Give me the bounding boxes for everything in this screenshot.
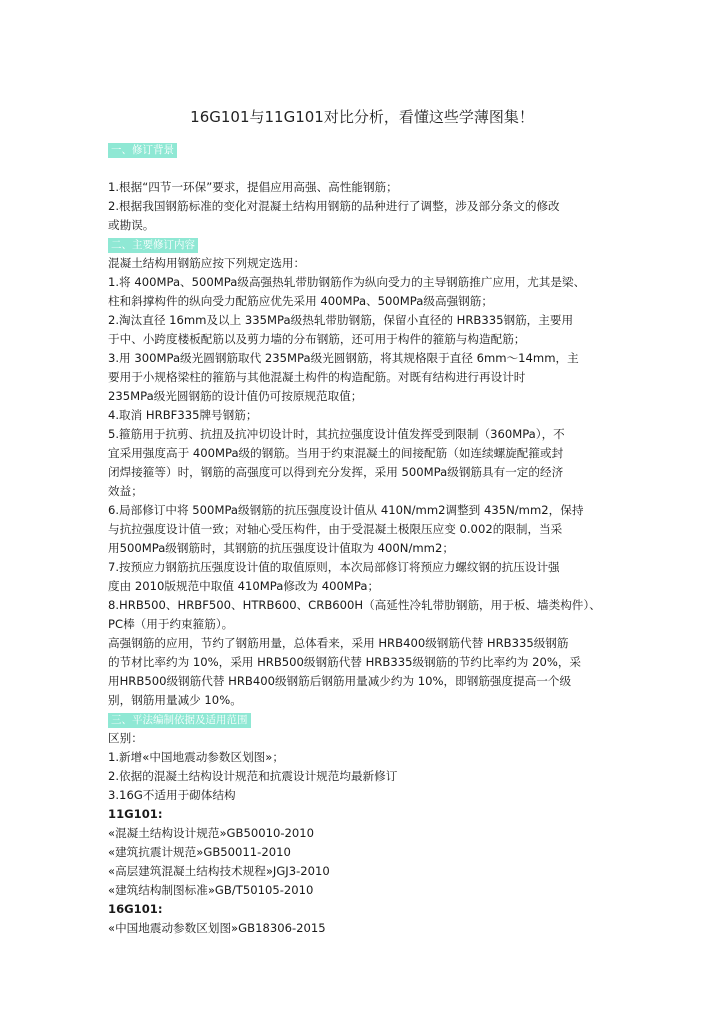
- standard-item: «混凝土结构设计规范»GB50010-2010: [108, 826, 315, 840]
- text-line: 用HRB500级钢筋代替 HRB400级钢筋后钢筋用量减少约为 10%，即钢筋强度提高一个级: [108, 674, 572, 688]
- section-heading-label: 一、修订背景: [108, 143, 177, 158]
- section-heading-label: 二、主要修订内容: [108, 238, 198, 253]
- standard-group-label-11g101: 11G101:: [108, 807, 163, 821]
- standard-item: «高层建筑混凝土结构技术规程»JGJ3-2010: [108, 864, 330, 878]
- text-line: 4.取消 HRBF335牌号钢筋；: [108, 408, 258, 422]
- section-heading-label: 三、平法编制依据及适用范围: [108, 713, 251, 728]
- text-line: 高强钢筋的应用，节约了钢筋用量，总体看来，采用 HRB400级钢筋代替 HRB335级钢筋: [108, 636, 569, 650]
- section-heading: [108, 710, 620, 729]
- text-line: 区别：: [108, 731, 143, 745]
- text-line: 要用于小规格梁柱的箍筋与其他混凝土构件的构造配筋。对既有结构进行再设计时: [108, 370, 526, 384]
- page-title: 16G101与11G101对比分析，看懂这些学薄图集！: [190, 108, 534, 126]
- standard-item: «建筑抗震计规范»GB50011-2010: [108, 845, 291, 859]
- text-line: 3.16G不适用于砌体结构: [108, 788, 236, 802]
- text-line: 3.用 300MPa级光圆钢筋取代 235MPa级光圆钢筋，将其规格限于直径 6mm～14mm，主: [108, 351, 579, 365]
- text-line: 别，钢筋用量减少 10%。: [108, 693, 242, 707]
- text-line: 2.根据我国钢筋标准的变化对混凝土结构用钢筋的品种进行了调整，涉及部分条文的修改: [108, 199, 560, 213]
- text-line: PC棒（用于约束箍筋）。: [108, 617, 234, 631]
- document-body: [108, 140, 620, 938]
- text-line: 6.局部修订中将 500MPa级钢筋的抗压强度设计值从 410N/mm2调整到 435N/mm2，保持: [108, 503, 584, 517]
- text-line: 或勘误。: [108, 218, 155, 232]
- section-heading: [108, 235, 620, 254]
- blank-line: [108, 159, 620, 178]
- text-line: 1.根据“四节一环保”要求，提倡应用高强、高性能钢筋；: [108, 180, 398, 194]
- text-line: 宜采用强度高于 400MPa级的钢筋。当用于约束混凝土的间接配筋（如连续螺旋配箍或封: [108, 446, 564, 460]
- text-line: 7.按预应力钢筋抗压强度设计值的取值原则，本次局部修订将预应力螺纹钢的抗压设计强: [108, 560, 560, 574]
- standard-item: «建筑结构制图标准»GB/T50105-2010: [108, 883, 314, 897]
- text-line: 度由 2010版规范中取值 410MPa修改为 400MPa；: [108, 579, 380, 593]
- text-line: 8.HRB500、HRBF500、HTRB600、CRB600H（高延性冷轧带肋钢筋，用于板、墙类构件）、: [108, 598, 601, 612]
- standard-item: «中国地震动参数区划图»GB18306-2015: [108, 921, 326, 935]
- text-line: 1.将 400MPa、500MPa级高强热轧带肋钢筋作为纵向受力的主导钢筋推广应用，尤其是梁、: [108, 275, 586, 289]
- text-line: 闭焊接箍等）时，钢筋的高强度可以得到充分发挥，采用 500MPa级钢筋具有一定的经济: [108, 465, 564, 479]
- standard-group-label-16g101: 16G101:: [108, 902, 163, 916]
- text-line: 与抗拉强度设计值一致；对轴心受压构件，由于受混凝土极限压应变 0.002的限制，当采: [108, 522, 563, 536]
- text-line: 混凝土结构用钢筋应按下列规定选用：: [108, 256, 306, 270]
- text-line: 用500MPa级钢筋时，其钢筋的抗压强度设计值取为 400N/mm2；: [108, 541, 454, 555]
- text-line: 5.箍筋用于抗剪、抗扭及抗冲切设计时，其抗拉强度设计值发挥受到限制（360MPa），不: [108, 427, 565, 441]
- text-line: 效益；: [108, 484, 143, 498]
- text-line: 的节材比率约为 10%，采用 HRB500级钢筋代替 HRB335级钢筋的节约比率约为 20%，采: [108, 655, 582, 669]
- text-line: 235MPa级光圆钢筋的设计值仍可按原规范取值；: [108, 389, 363, 403]
- text-line: 2.依据的混凝土结构设计规范和抗震设计规范均最新修订: [108, 769, 398, 783]
- text-line: 1.新增«中国地震动参数区划图»；: [108, 750, 284, 764]
- text-line: 于中、小跨度楼板配筋以及剪力墙的分布钢筋，还可用于构件的箍筋与构造配筋；: [108, 332, 526, 346]
- section-heading: [108, 140, 620, 159]
- text-line: 2.淘汰直径 16mm及以上 335MPa级热轧带肋钢筋，保留小直径的 HRB335钢筋，主要用: [108, 313, 574, 327]
- text-line: 柱和斜撑构件的纵向受力配筋应优先采用 400MPa、500MPa级高强钢筋；: [108, 294, 493, 308]
